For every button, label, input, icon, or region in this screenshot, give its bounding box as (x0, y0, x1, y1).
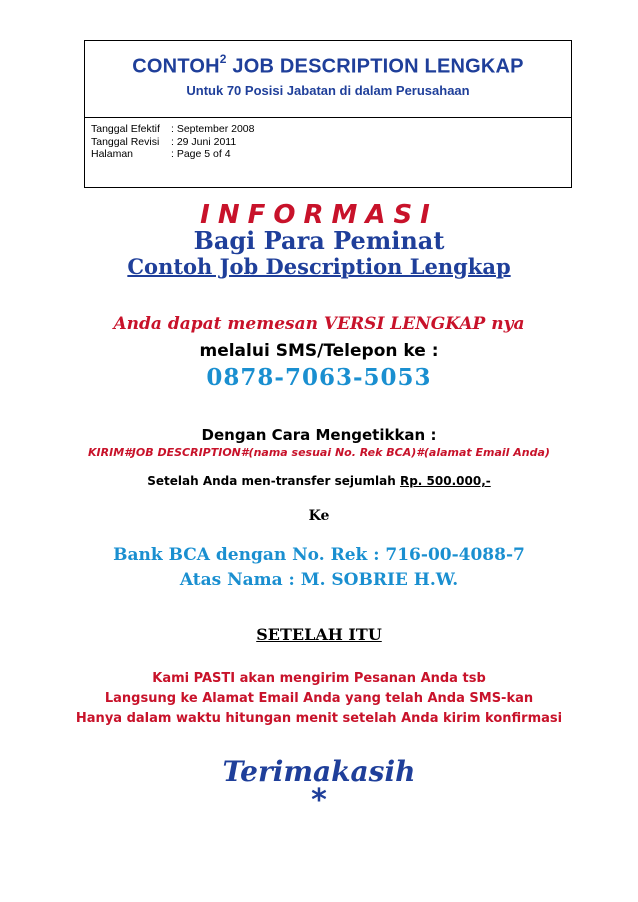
meta-label: Tanggal Revisi (91, 135, 160, 148)
ke-label: Ke (308, 508, 330, 524)
asterisk-icon: * (311, 783, 327, 818)
order-line-2: melalui SMS/Telepon ke : (199, 341, 439, 361)
title-text-rest: JOB DESCRIPTION LENGKAP (226, 55, 524, 78)
order-line-1: Anda dapat memesan VERSI LENGKAP nya (113, 314, 525, 334)
transfer-line (0, 474, 638, 488)
phone-number: 0878-7063-5053 (206, 364, 432, 391)
meta-label: Tanggal Efektif (91, 123, 160, 135)
bank-account: Bank BCA dengan No. Rek : 716-00-4088-7 (113, 545, 525, 565)
contoh-heading: Contoh Job Description Lengkap (127, 254, 511, 279)
meta-value: : 29 Juni 2011 (171, 135, 237, 148)
meta-label: Halaman (91, 148, 134, 160)
document-meta (85, 118, 571, 161)
terimakasih-text: Terimakasih (222, 755, 416, 788)
bagi-heading: Bagi Para Peminat (193, 226, 445, 255)
document-subtitle: Untuk 70 Posisi Jabatan di dalam Perusahaan (186, 82, 470, 98)
setelah-itu-heading: SETELAH ITU (256, 625, 382, 644)
account-name: Atas Nama : M. SOBRIE H.W. (179, 570, 459, 590)
delivery-line-3: Hanya dalam waktu hitungan menit setelah Anda kirim konfirmasi (75, 711, 563, 726)
meta-value: : Page 5 of 4 (171, 148, 231, 160)
title-block (85, 41, 571, 118)
title-superscript: 2 (219, 52, 227, 66)
transfer-amount: Rp. 500.000,- (399, 474, 491, 488)
delivery-line-1: Kami PASTI akan mengirim Pesanan Anda tsb (152, 671, 486, 686)
delivery-line-2: Langsung ke Alamat Email Anda yang telah Anda SMS-kan (104, 691, 534, 706)
informasi-heading: INFORMASI (200, 200, 438, 230)
meta-row-revision-date (91, 136, 571, 149)
meta-value: : September 2008 (171, 123, 255, 135)
document-title (85, 41, 571, 79)
sms-format: KIRIM#JOB DESCRIPTION#(nama sesuai No. Rek BCA)#(alamat Email Anda) (88, 446, 550, 459)
instruction-heading: Dengan Cara Mengetikkan : (201, 426, 437, 444)
title-text: CONTOH (132, 55, 220, 78)
meta-row-page (91, 148, 571, 161)
transfer-prefix: Setelah Anda men-transfer sejumlah (147, 474, 400, 488)
document-header (84, 40, 572, 188)
meta-row-effective-date (91, 123, 571, 136)
